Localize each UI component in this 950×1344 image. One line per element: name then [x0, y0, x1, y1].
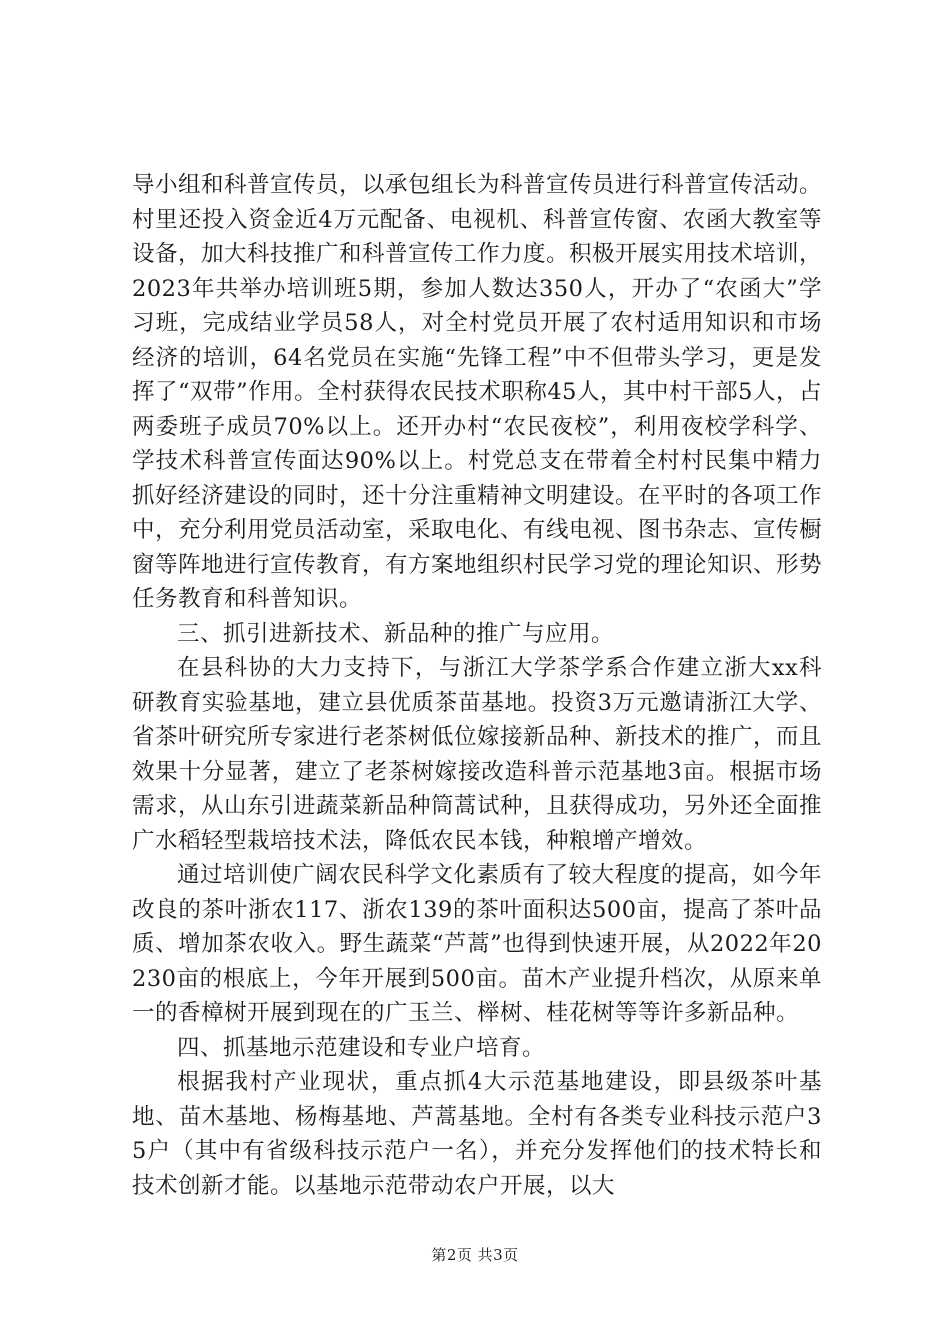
page-footer: 第2页 共3页: [431, 1246, 519, 1264]
section-heading-three: 三、抓引进新技术、新品种的推广与应用。: [177, 620, 615, 647]
paragraph-results: 通过培训使广阔农民科学文化素质有了较大程度的提高，如今年改良的茶叶浙农117、浙农139的茶叶面积达500亩，提高了茶叶品质、增加茶农收入。野生蔬菜“芦蒿”也得到快速开展，从2022年20230亩的根底上，今年开展到500亩。苗木产业提升档次，从原来单一的香樟树开展到现在的广玉兰、榉树、桂花树等等许多新品种。: [132, 862, 822, 1026]
section-heading-four: 四、抓基地示范建设和专业户培育。: [177, 1034, 546, 1061]
paragraph-training: 导小组和科普宣传员，以承包组长为科普宣传员进行科普宣传活动。村里还投入资金近4万元配备、电视机、科普宣传窗、农函大教室等设备，加大科技推广和科普宣传工作力度。积极开展实用技术培训，2023年共举办培训班5期，参加人数达350人，开办了“农函大”学习班，完成结业学员58人，对全村党员开展了农村适用知识和市场经济的培训，64名党员在实施“先锋工程”中不但带头学习，更是发挥了“双带”作用。全村获得农民技术职称45人，其中村干部5人，占两委班子成员70%以上。还开办村“农民夜校”，利用夜校学科学、学技术科普宣传面达90%以上。村党总支在带着全村村民集中精力抓好经济建设的同时，还十分注重精神文明建设。在平时的各项工作中，充分利用党员活动室，采取电化、有线电视、图书杂志、宣传橱窗等阵地进行宣传教育，有方案地组织村民学习党的理论知识、形势任务教育和科普知识。: [132, 172, 823, 612]
paragraph-demo-bases: 根据我村产业现状，重点抓4大示范基地建设，即县级茶叶基地、苗木基地、杨梅基地、芦蒿基地。全村有各类专业科技示范户35户（其中有省级科技示范户一名），并充分发挥他们的技术特长和技术创新才能。以基地示范带动农户开展，以大: [132, 1069, 822, 1199]
paragraph-tea-base: 在县科协的大力支持下，与浙江大学茶学系合作建立浙大xx科研教育实验基地，建立县优质茶苗基地。投资3万元邀请浙江大学、省茶叶研究所专家进行老茶树低位嫁接新品种、新技术的推广，而且效果十分显著，建立了老茶树嫁接改造科普示范基地3亩。根据市场需求，从山东引进蔬菜新品种筒蒿试种，且获得成功，另外还全面推广水稻轻型栽培技术法，降低农民本钱，种粮增产增效。: [132, 655, 823, 854]
document-body: [132, 168, 822, 1203]
